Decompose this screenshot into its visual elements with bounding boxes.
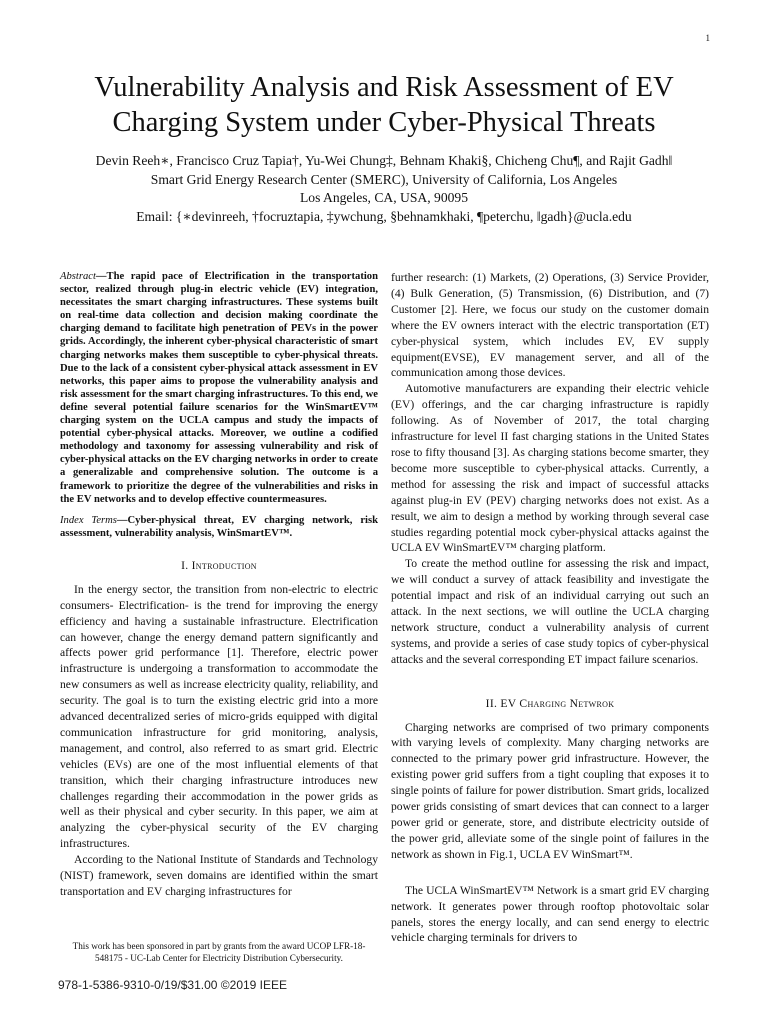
funding-footnote: This work has been sponsored in part by grants from the award UCOP LFR-18-548175 - UC-Lab Center for Electricity Distribution Cybersecurity. [72,941,366,963]
index-terms-lead: Index Terms [60,514,117,526]
section2-paragraph-2: The UCLA WinSmartEV™ Network is a smart grid EV charging network. It generates power through rooftop photovoltaic solar panels, stores the energy locally, and can send energy to electric vehicle charging terminals for drivers to [391,883,709,945]
author-email[interactable]: Email: {∗devinreeh, †focruztapia, ‡ywchung, §behnamkhaki, ¶peterchu, ‖gadh}@ucla.edu [136,208,632,224]
left-column [60,270,378,900]
index-terms [60,514,378,540]
intro-paragraph-2-continued: further research: (1) Markets, (2) Operations, (3) Service Provider, (4) Bulk Generation, (5) Transmission, (6) Distribution, and (7) Customer [2]. Here, we focus our study on the customer domain where the EV owners interact with the electric transportation (ET) cyber-physical system, which includes EV, EV supply equipment(EVSE), EV management server, and all of the communication among those devices. [391,271,709,380]
paper-title [40,70,728,140]
author-affiliation: Smart Grid Energy Research Center (SMERC), University of California, Los Angeles [150,171,618,187]
title-line-2: Charging System under Cyber-Physical Threats [112,107,656,138]
section2-paragraph-1: Charging networks are comprised of two primary components with varying levels of complexity. Many charging networks are connected to the primary power grid infrastructure. However, the existing power grid suffers from a tight coupling that exposes it to single points of failure for power distribution. Smart grids, localized power grids consisting of smart devices that can connect to a larger power grid or generate, store, and distribute electricity outside of the power grid, alleviate some of the single point of failures in the network as shown in Fig.1, UCLA EV WinSmart™. [391,720,709,861]
author-block [60,152,708,226]
page-number: 1 [705,33,710,43]
intro-paragraph-3: Automotive manufacturers are expanding their electric vehicle (EV) offerings, and the car charging infrastructure is rapidly following. As of November of 2017, the total charging infrastructure for level II fast charging stations in the United States rose to fifty thousand [3]. As charging stations become smarter, they become more susceptible to cyber-physical attacks. Currently, a method for assessing the risk and impact of successful attacks against plug-in EV (PEV) charging networks does not exist. As a result, we aim to design a method by working through several case studies regarding potential mock cyber-physical attacks against the UCLA EV WinSmartEV™ charging platform. [391,382,709,555]
title-line-1: Vulnerability Analysis and Risk Assessment of EV [94,72,674,103]
intro-paragraph-2: According to the National Institute of Standards and Technology (NIST) framework, seven domains are identified within the smart transportation and EV charging infrastructures for [60,853,378,898]
right-column [391,270,709,946]
abstract-text: —The rapid pace of Electrification in the transportation sector, realized through plug-in electric vehicle (EV) integration, necessitates the smart charging infrastructures. These systems built on real-time data collection and decision making coordinate the charging demand to facilitate high penetration of PEVs in the power grids. Accordingly, the inherent cyber-physical characteristic of smart charging networks makes them susceptible to cyber-physical threats. Due to the lack of a consistent cyber-physical attack assessment in EV networks, this paper aims to propose the vulnerability analysis and risk assessment for the smart charging infrastructures. To this end, we define several potential failure scenarios for the WinSmartEV™ charging system on the UCLA campus and study the impacts of potential cyber-physical attacks. Moreover, we outline a codified methodology and taxonomy for assessing vulnerability and risk of cyber-physical attacks on the EV charging networks in order to create a generalizable and comprehensive solution. The outcome is a framework to prioritize the degree of the vulnerabilities and risks in the EV networks and to develop effective countermeasures. [60,271,378,505]
author-location: Los Angeles, CA, USA, 90095 [299,190,469,205]
section-heading-introduction: I. Introduction [181,558,257,572]
intro-paragraph-4: To create the method outline for assessing the risk and impact, we will conduct a survey of attack feasibility and investigate the potential impact and risk of an individual carrying out such an attack. In the next sections, we will outline the UCLA charging network structure, conduct a vulnerability analysis of current systems, and provide a series of case study topics of cyber-physical attacks and the several corresponding ET impact failure scenarios. [391,557,709,666]
index-terms-text: —Cyber-physical threat, EV charging network, risk assessment, vulnerability analysis, WinSmartEV™. [60,514,378,539]
abstract-lead: Abstract [60,271,96,282]
copyright-footer: 978-1-5386-9310-0/19/$31.00 ©2019 IEEE [58,978,288,992]
abstract [60,270,378,506]
section-heading-ev-charging: II. EV Charging Netwrok [485,696,615,710]
author-names: Devin Reeh∗, Francisco Cruz Tapia†, Yu-Wei Chung‡, Behnam Khaki§, Chicheng Chu¶, and Rajit Gadh‖ [95,153,673,168]
intro-paragraph-1: In the energy sector, the transition from non-electric to electric consumers- Electrification- is the trend for improving the energy efficiency and having a sustainable infrastructure. Electrification can however, change the energy demand pattern significantly and affects power grid performance [1]. Therefore, electric power infrastructure is undergoing a transformation to accommodate the new consumers as well as increase electricity quality, reliability, and security. The goal is to turn the existing electric grid into a more advanced decentralized series of micro-grids equipped with digital communication infrastructure for grid monitoring, analysis, management, and control, also referred to as smart grid. Electric vehicles (EVs) are one of the most influential elements of that transition, which their charging infrastructure introduces new challenges regarding their accommodation in the power grids as well as their physical and cyber security. In this paper, we aim at analyzing the cyber-physical security of the EV charging infrastructures. [60,582,378,851]
